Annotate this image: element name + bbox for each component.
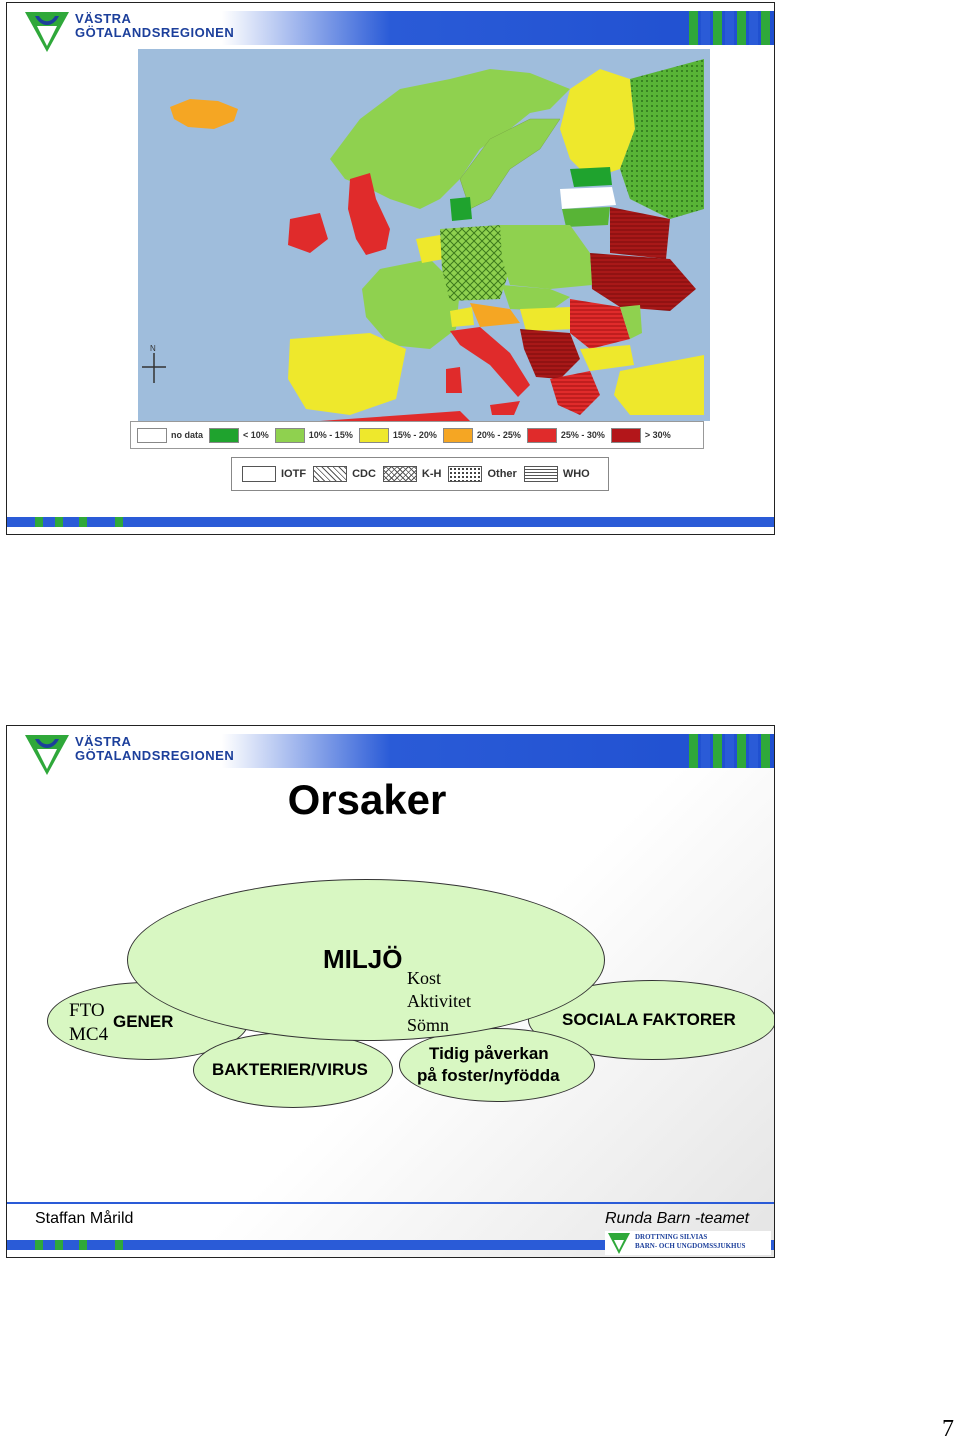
logo-text [75,12,234,40]
logo-line2: GÖTALANDSREGIONEN [75,748,235,763]
legend-label: 20% - 25% [476,430,521,440]
prevalence-legend-item [275,428,353,443]
legend-pattern [524,466,558,482]
legend-label: WHO [562,468,590,480]
europe-map-graphic [130,49,710,421]
legend-swatch [443,428,473,443]
legend-label: 10% - 15% [308,430,353,440]
legend-label: IOTF [281,468,307,480]
legend-label: > 30% [644,430,671,440]
somn-label: Sömn [407,1015,450,1035]
legend-pattern [313,466,347,482]
prevalence-legend [130,421,704,449]
legend-label: 15% - 20% [392,430,437,440]
hospital-logo-line1: DROTTNING SILVIAS [635,1233,708,1241]
vgr-logo [23,8,253,54]
tidig-ellipse [399,1028,595,1102]
legend-label: CDC [352,468,376,480]
legend-label: < 10% [243,430,269,440]
source-legend [231,457,609,491]
gener-label: GENER [113,1012,174,1031]
footer-author: Staffan Mårild [35,1210,134,1227]
prevalence-legend-item [527,428,605,443]
source-legend-item [524,466,590,482]
legend-swatch [137,428,167,443]
kost-label: Kost [407,968,442,988]
hospital-logo-line2: BARN- OCH UNGDOMSSJUKHUS [635,1242,746,1250]
prevalence-legend-item [209,428,269,443]
tidig-label-line2: på foster/nyfödda [417,1066,560,1085]
miljo-label: MILJÖ [323,944,403,974]
fto-label: FTO [69,1000,105,1021]
logo-line1: VÄSTRA [75,734,132,749]
sociala-label: SOCIALA FAKTORER [562,1010,736,1029]
logo-line2: GÖTALANDSREGIONEN [75,25,235,40]
legend-swatch [611,428,641,443]
slide-map [6,2,775,535]
header-stripes [689,11,770,45]
legend-pattern [242,466,276,482]
footer-team: Runda Barn -teamet [605,1210,750,1227]
legend-label: Other [487,468,517,480]
prevalence-legend-item [443,428,521,443]
logo-text [75,735,234,763]
slide-orsaker [6,725,775,1258]
legend-swatch [275,428,305,443]
bakterier-label: BAKTERIER/VIRUS [212,1060,368,1079]
tidig-label-line1: Tidig påverkan [429,1044,549,1063]
prevalence-legend-item [359,428,437,443]
slide-title: Orsaker [287,776,447,823]
aktivitet-label: Aktivitet [407,991,471,1011]
hospital-logo-icon [607,1231,631,1255]
legend-pattern [383,466,417,482]
vgr-logo-icon [23,8,71,54]
logo-line1: VÄSTRA [75,11,132,26]
source-legend-item [448,466,516,482]
prevalence-legend-item [137,428,203,443]
footer-bar [7,517,774,527]
source-legend-item [242,466,306,482]
legend-swatch [527,428,557,443]
legend-swatch [209,428,239,443]
legend-swatch [359,428,389,443]
legend-label: 25% - 30% [560,430,605,440]
hospital-logo [605,1231,771,1255]
source-legend-item [313,466,376,482]
vgr-logo [23,731,253,777]
header-stripes [689,734,770,768]
prevalence-legend-item [611,428,671,443]
hospital-logo-text [635,1233,745,1251]
page-number: 7 [942,1416,954,1442]
legend-label: K-H [421,468,442,480]
vgr-logo-icon [23,731,71,777]
compass-label: N [150,344,156,353]
legend-label: no data [171,430,204,440]
source-legend-item [383,466,442,482]
footer-line [7,1202,774,1204]
mc4-label: MC4 [69,1024,109,1045]
legend-pattern [448,466,482,482]
